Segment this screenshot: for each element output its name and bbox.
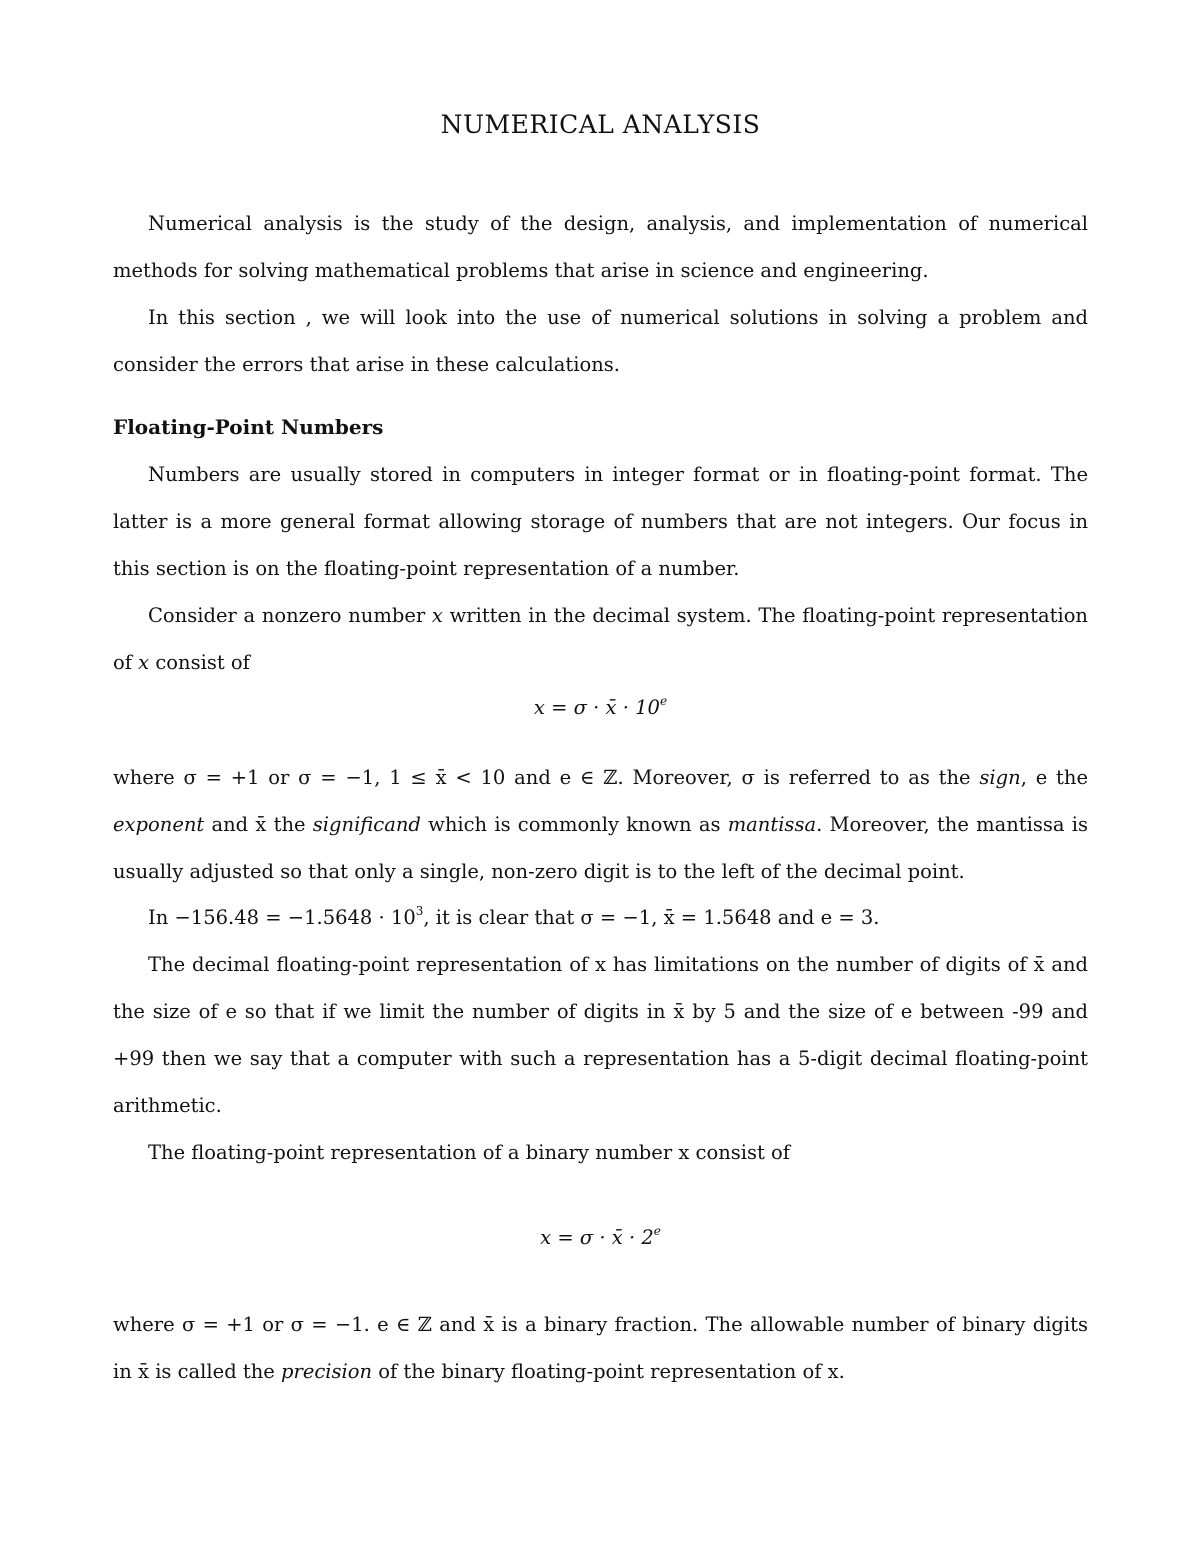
- equation-decimal-exponent: e: [659, 694, 668, 708]
- equation-binary-exponent: e: [653, 1224, 661, 1238]
- equation-decimal: [113, 696, 1088, 719]
- p2-var-x: x: [431, 604, 443, 627]
- term-precision: precision: [281, 1360, 373, 1383]
- p7-text-a: where σ = +1 or σ = −1. e ∈ ℤ and x̄ is a binary fraction. The allowable number of binary digits in x̄ is called the: [113, 1313, 1088, 1383]
- section-paragraph-3: [113, 754, 1088, 895]
- term-mantissa: mantissa: [727, 813, 817, 836]
- equation-binary: [113, 1226, 1088, 1249]
- p3-text-b: , e the: [1020, 766, 1088, 789]
- intro-paragraph-1: Numerical analysis is the study of the design, analysis, and implementation of numerical methods for solving mathematical problems that arise in science and engineering.: [113, 212, 1088, 282]
- term-exponent: exponent: [113, 813, 205, 836]
- p3-text-a: where σ = +1 or σ = −1, 1 ≤ x̄ < 10 and e ∈ ℤ. Moreover, σ is referred to as the: [113, 766, 980, 789]
- section-paragraph-5: The decimal floating-point representation of x has limitations on the number of digits of x̄ and the size of e so that if we limit the number of digits in x̄ by 5 and the size of e between -99 and +99 then we say that a computer with such a representation has a 5-digit decimal floating-point arithmetic.: [113, 953, 1088, 1117]
- section-paragraph-7: [113, 1301, 1088, 1395]
- p2-text-c: consist of: [149, 651, 250, 674]
- page-title: NUMERICAL ANALYSIS: [440, 110, 761, 139]
- p2-text-a: Consider a nonzero number: [148, 604, 432, 627]
- equation-decimal-body: x = σ · x̄ · 10: [533, 696, 660, 719]
- section-heading: Floating-Point Numbers: [113, 415, 384, 439]
- intro-paragraph-2: In this section , we will look into the use of numerical solutions in solving a problem and consider the errors that arise in these calculations.: [113, 306, 1088, 376]
- term-sign: sign: [979, 766, 1021, 789]
- term-significand: significand: [312, 813, 421, 836]
- p3-text-e: . Moreover, the mantissa is usually adjusted so that only a single, non-zero digit is to the left of the decimal point.: [113, 813, 1088, 883]
- p3-text-d: which is commonly known as: [420, 813, 728, 836]
- p2-var-x2: x: [138, 651, 150, 674]
- p4-text-a: In −156.48 = −1.5648 · 10: [148, 906, 416, 929]
- section-paragraph-6: The floating-point representation of a binary number x consist of: [148, 1141, 791, 1164]
- section-paragraph-2: [113, 592, 1088, 686]
- equation-binary-body: x = σ · x̄ · 2: [540, 1226, 654, 1249]
- p4-text-b: , it is clear that σ = −1, x̄ = 1.5648 and e = 3.: [423, 906, 880, 929]
- p2-text-b: written in the decimal system. The floating-point representation of: [113, 604, 1088, 674]
- section-paragraph-1: Numbers are usually stored in computers in integer format or in floating-point format. The latter is a more general format allowing storage of numbers that are not integers. Our focus in this section is on the floating-point representation of a number.: [113, 463, 1088, 580]
- p3-text-c: and x̄ the: [204, 813, 313, 836]
- section-paragraph-4: [113, 894, 1088, 941]
- p7-text-b: of the binary floating-point representation of x.: [372, 1360, 845, 1383]
- p4-exponent: 3: [415, 904, 424, 918]
